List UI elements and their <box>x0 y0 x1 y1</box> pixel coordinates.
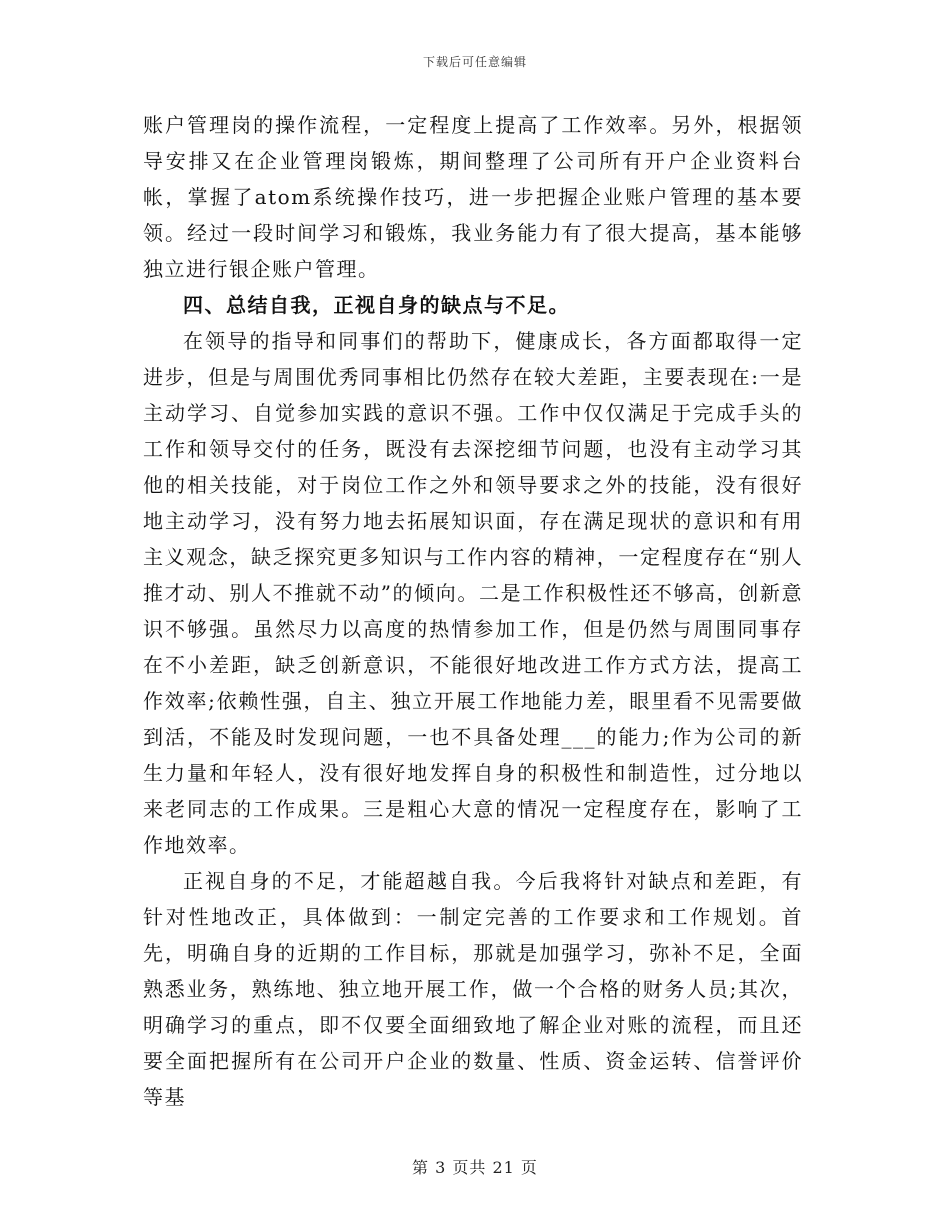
page-header: 下载后可任意编辑 <box>422 55 527 69</box>
section-heading-4: 四、总结自我，正视自身的缺点与不足。 <box>183 293 570 317</box>
page-number: 第 3 页共 21 页 <box>412 1158 538 1177</box>
body-paragraph-3: 正视自身的不足，才能超越自我。今后我将针对缺点和差距，有针对性地改正，具体做到：一制定完善的工作要求和工作规划。首先，明确自身的近期的工作目标，那就是加强学习，弥补不足，全面熟悉业务，熟练地、独立地开展工作，做一个合格的财务人员;其次，明确学习的重点，即不仅要全面细致地了解企业对账的流程，而且还要全面把握所有在公司开户企业的数量、性质、资金运转、信誉评价等基 <box>143 869 803 1109</box>
document-body <box>143 107 803 1115</box>
body-paragraph-2: 在领导的指导和同事们的帮助下，健康成长，各方面都取得一定进步，但是与周围优秀同事相比仍然存在较大差距，主要表现在:一是主动学习、自觉参加实践的意识不强。工作中仅仅满足于完成手头的工作和领导交付的任务，既没有去深挖细节问题，也没有主动学习其他的相关技能，对于岗位工作之外和领导要求之外的技能，没有很好地主动学习，没有努力地去拓展知识面，存在满足现状的意识和有用主义观念，缺乏探究更多知识与工作内容的精神，一定程度存在“别人推才动、别人不推就不动”的倾向。二是工作积极性还不够高，创新意识不够强。虽然尽力以高度的热情参加工作，但是仍然与周围同事存在不小差距，缺乏创新意识，不能很好地改进工作方式方法，提高工作效率;依赖性强，自主、独立开展工作地能力差，眼里看不见需要做到活，不能及时发现问题，一也不具备处理___的能力;作为公司的新生力量和年轻人，没有很好地发挥自身的积极性和制造性，过分地以来老同志的工作成果。三是粗心大意的情况一定程度存在，影响了工作地效率。 <box>143 329 803 857</box>
body-paragraph-1: 账户管理岗的操作流程，一定程度上提高了工作效率。另外，根据领导安排又在企业管理岗锻炼，期间整理了公司所有开户企业资料台帐，掌握了atom系统操作技巧，进一步把握企业账户管理的基本要领。经过一段时间学习和锻炼，我业务能力有了很大提高，基本能够独立进行银企账户管理。 <box>143 113 803 281</box>
